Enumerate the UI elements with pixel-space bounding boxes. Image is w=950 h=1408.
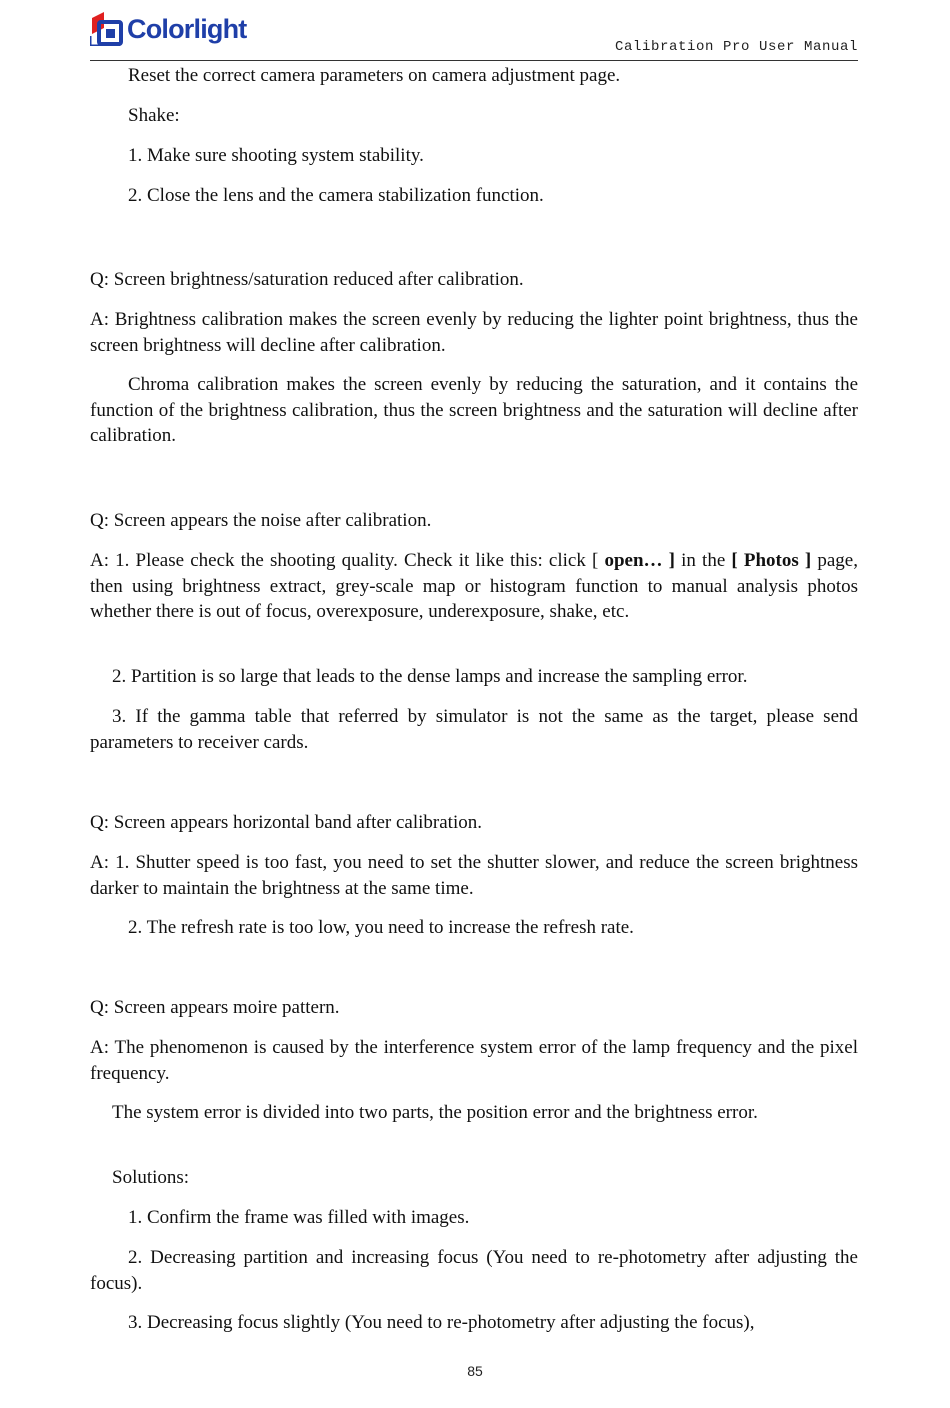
paragraph: Reset the correct camera parameters on camera adjustment page. <box>128 65 621 86</box>
colorlight-logo-icon <box>90 12 124 46</box>
list-item: 2. Partition is so large that leads to the dense lamps and increase the sampling error. <box>112 666 748 687</box>
question: Q: Screen brightness/saturation reduced after calibration. <box>90 269 524 290</box>
question: Q: Screen appears horizontal band after calibration. <box>90 812 482 833</box>
answer <box>90 548 858 625</box>
question: Q: Screen appears the noise after calibration. <box>90 510 432 531</box>
solutions-label: Solutions: <box>112 1167 190 1188</box>
document-title: Calibration Pro User Manual <box>614 39 858 55</box>
page-number: 85 <box>467 1363 483 1379</box>
answer: A: Brightness calibration makes the screen evenly by reducing the lighter point brightness, thus the screen brightness will decline after calibration. <box>90 309 858 356</box>
brand-logo <box>90 8 246 50</box>
list-item: 2. The refresh rate is too low, you need to increase the refresh rate. <box>128 917 634 938</box>
answer-text: A: 1. Please check the shooting quality. Check it like this: click [ <box>90 550 605 571</box>
list-item: 1. Make sure shooting system stability. <box>128 145 424 166</box>
list-item: 2. Decreasing partition and increasing focus (You need to re-photometry after adjusting the focus). <box>90 1247 858 1294</box>
answer-text: in the <box>674 550 732 571</box>
logo-text: Colorlight <box>127 13 247 44</box>
answer-text: page, then using brightness extract, grey-scale map or histogram function to manual analysis photos whether there is out of focus, overexposure, underexposure, shake, etc. <box>90 550 858 622</box>
answer-paragraph: Chroma calibration makes the screen evenly by reducing the saturation, and it contains the function of the brightness calibration, thus the screen brightness and the saturation will decline after calibration. <box>90 374 858 446</box>
list-item: 2. Close the lens and the camera stabilization function. <box>128 185 544 206</box>
list-item: 1. Confirm the frame was filled with images. <box>128 1207 470 1228</box>
paragraph: Shake: <box>128 105 180 126</box>
answer-paragraph: The system error is divided into two parts, the position error and the brightness error. <box>112 1102 758 1123</box>
question: Q: Screen appears moire pattern. <box>90 997 340 1018</box>
answer: A: The phenomenon is caused by the interference system error of the lamp frequency and the pixel frequency. <box>90 1037 858 1084</box>
photos-page-label: [ Photos ] <box>731 550 812 571</box>
list-item: 3. If the gamma table that referred by simulator is not the same as the target, please send parameters to receiver cards. <box>90 706 858 753</box>
list-item: 3. Decreasing focus slightly (You need to re-photometry after adjusting the focus), <box>128 1312 755 1333</box>
answer: A: 1. Shutter speed is too fast, you need to set the shutter slower, and reduce the screen brightness darker to maintain the brightness at the same time. <box>90 852 858 899</box>
header-rule <box>90 60 858 61</box>
open-menu-label: open… ] <box>604 550 675 571</box>
